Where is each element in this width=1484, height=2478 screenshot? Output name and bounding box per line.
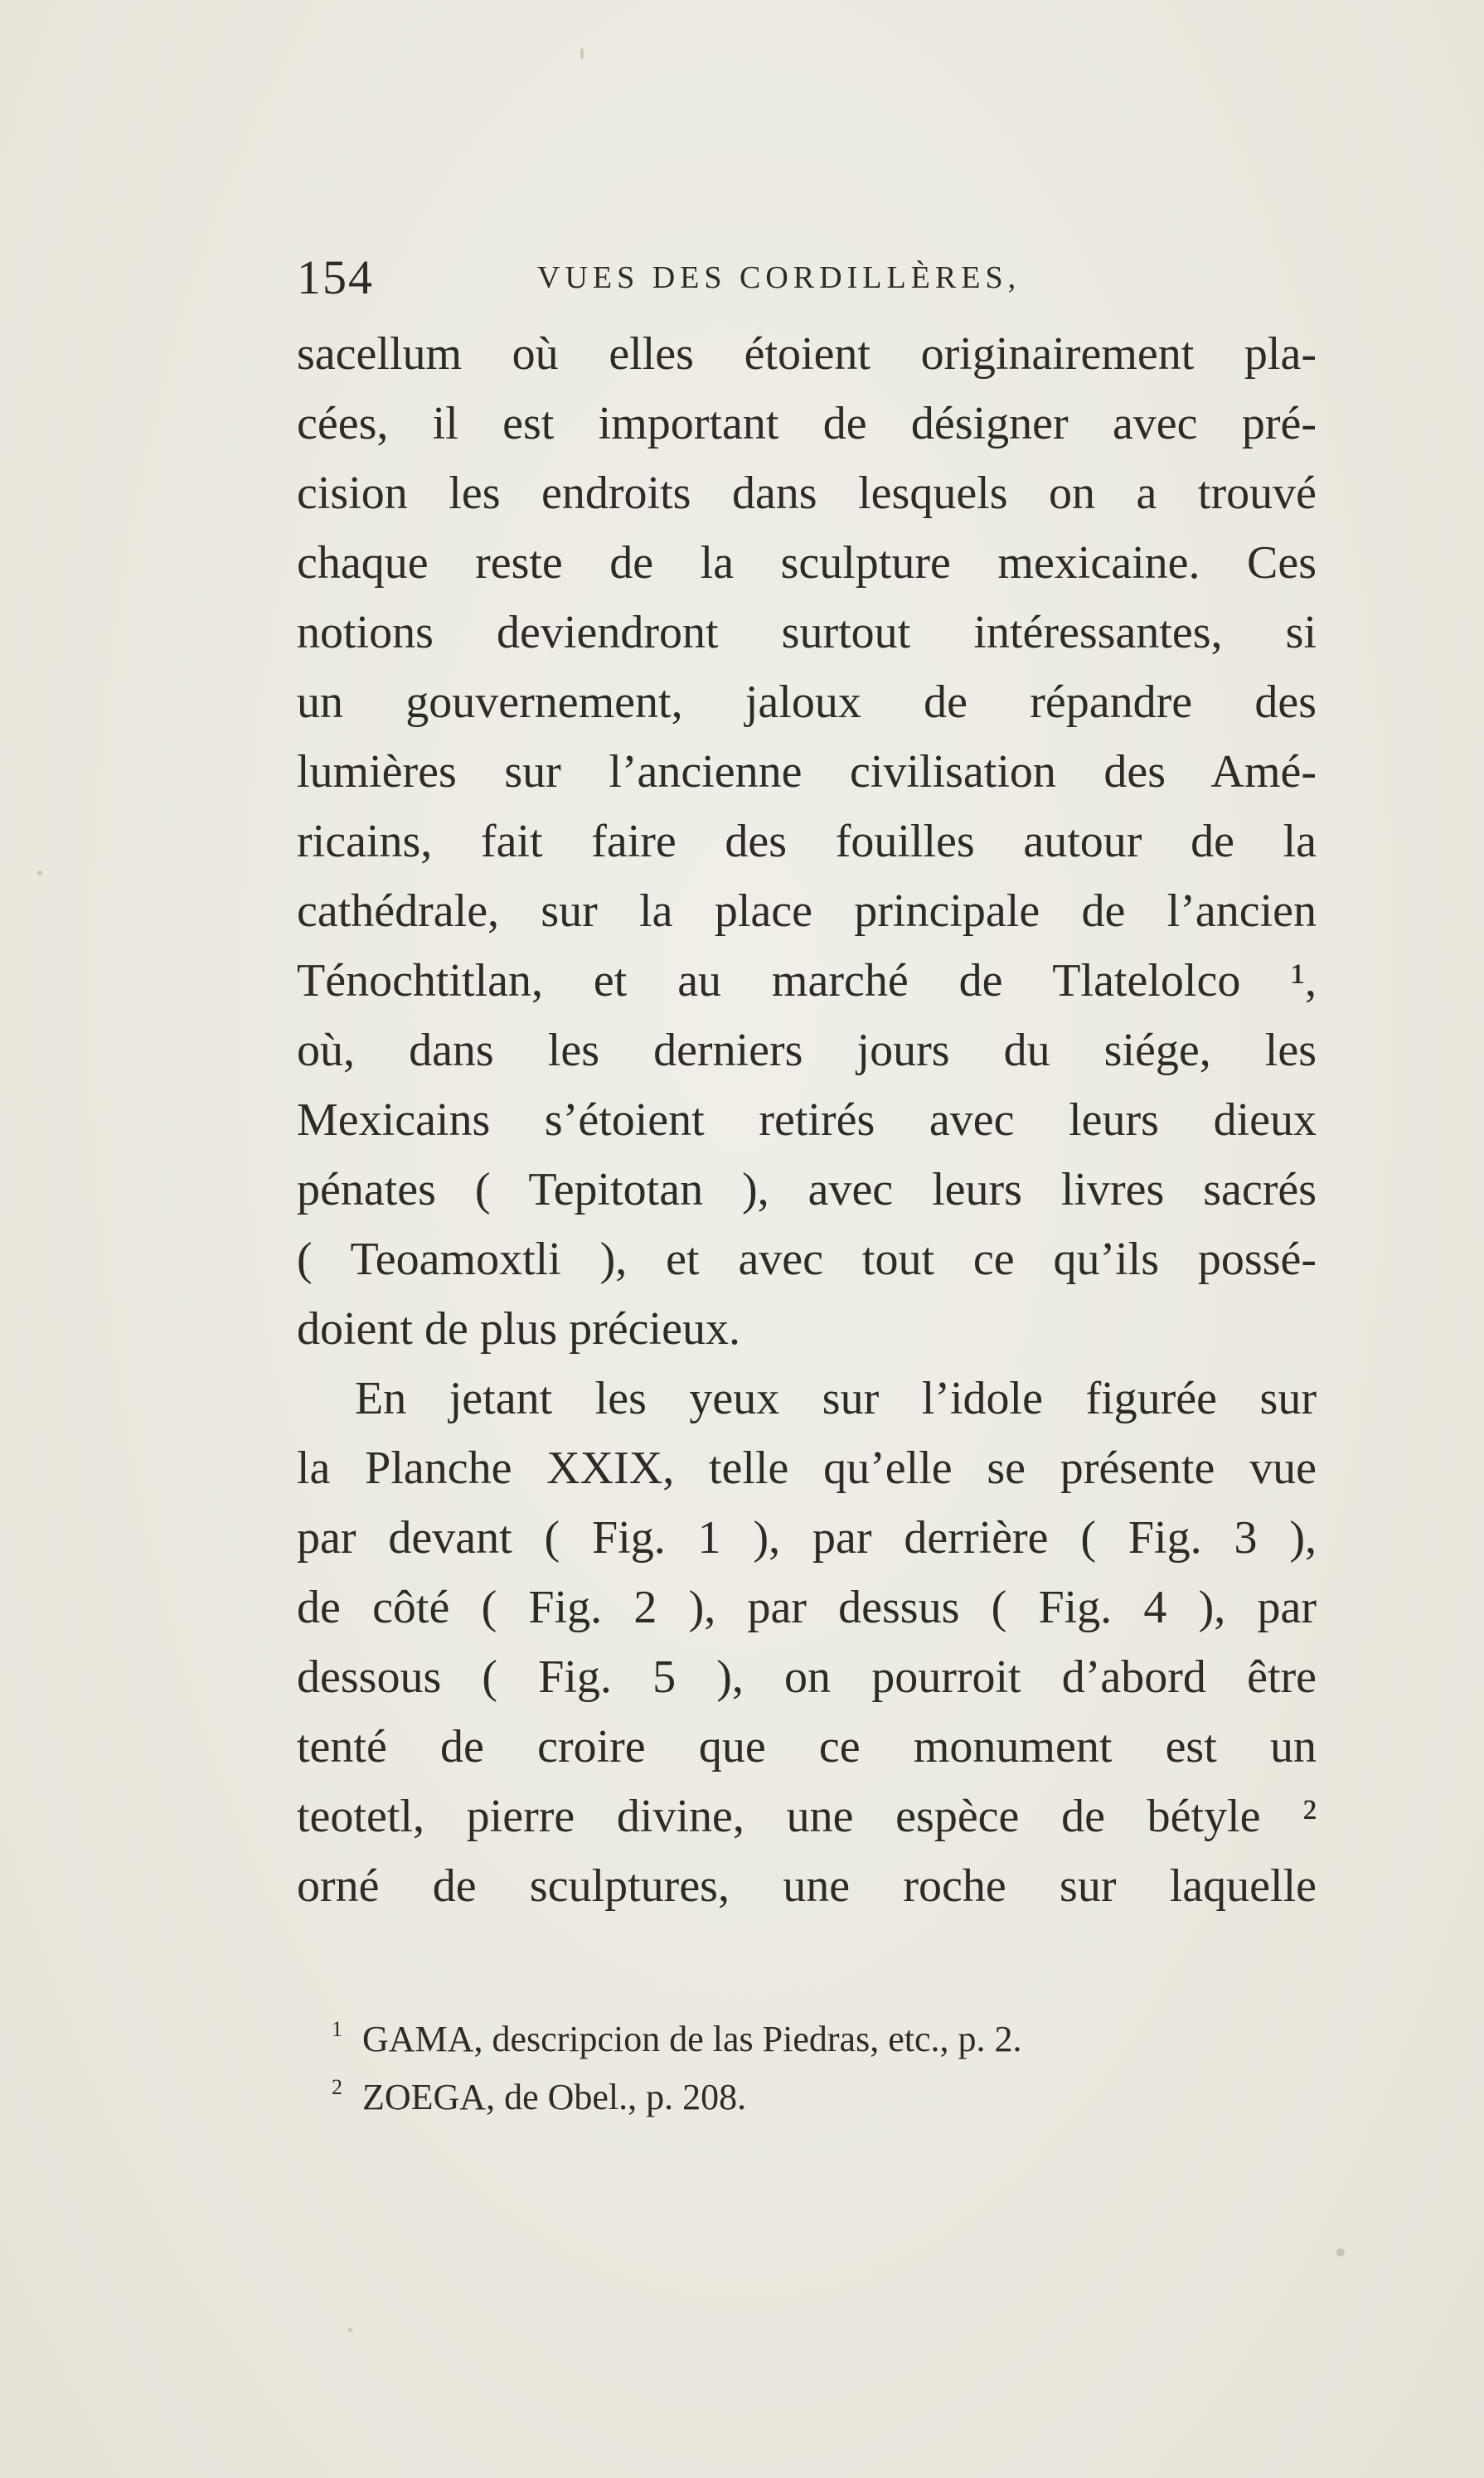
text-line: notions deviendront surtout intéressantes, si [297,607,1317,658]
text-line: tenté de croire que ce monument est un [297,1721,1317,1772]
footnote [332,2059,1326,2117]
footnote-text: ZOEGA, de Obel., p. 208. [362,2077,747,2117]
text-line: cathédrale, sur la place principale de l’ancien [297,885,1317,937]
text-line: orné de sculptures, une roche sur laquelle [297,1860,1317,1912]
text-line: cision les endroits dans lesquels on a trouvé [297,468,1317,519]
footnote [332,2000,1326,2059]
text-line: Mexicains s’étoient retirés avec leurs dieux [297,1094,1317,1146]
text-line: Ténochtitlan, et au marché de Tlatelolco ¹, [297,955,1317,1006]
paper-speck [1336,2248,1345,2257]
page-number: 154 [297,250,374,304]
text-line: doient de plus précieux. [297,1303,740,1355]
running-head [297,245,1375,311]
text-line: ricains, fait faire des fouilles autour de la [297,816,1317,867]
text-line: par devant ( Fig. 1 ), par derrière ( Fig. 3 ), [297,1512,1317,1564]
body-text [297,319,1317,1921]
text-line: lumières sur l’ancienne civilisation des Amé- [297,746,1317,798]
paper-speck [37,870,42,875]
text-line: ( Teoamoxtli ), et avec tout ce qu’ils possé- [297,1234,1317,1285]
text-line: teotetl, pierre divine, une espèce de bétyle ² [297,1791,1317,1842]
paper-speck [580,48,584,60]
text-line: cées, il est important de désigner avec pré- [297,398,1317,449]
footnote-mark: 1 [332,2017,342,2041]
footnote-mark: 2 [332,2075,342,2099]
text-line: En jetant les yeux sur l’idole figurée sur [355,1373,1317,1424]
paper-speck [348,2328,352,2332]
text-line: sacellum où elles étoient originairement pla- [297,328,1317,380]
text-line: où, dans les derniers jours du siége, les [297,1025,1317,1076]
text-line: la Planche XXIX, telle qu’elle se présente vue [297,1443,1317,1494]
text-line: chaque reste de la sculpture mexicaine. Ces [297,537,1317,589]
footnote-text: GAMA, descripcion de las Piedras, etc., p. 2. [362,2019,1022,2059]
running-title: VUES DES CORDILLÈRES, [537,260,1021,295]
text-line: un gouvernement, jaloux de répandre des [297,676,1317,728]
text-line: pénates ( Tepitotan ), avec leurs livres sacrés [297,1164,1317,1215]
text-line: de côté ( Fig. 2 ), par dessus ( Fig. 4 ), par [297,1582,1317,1633]
footnotes [332,2000,1326,2117]
text-line: dessous ( Fig. 5 ), on pourroit d’abord être [297,1651,1317,1703]
